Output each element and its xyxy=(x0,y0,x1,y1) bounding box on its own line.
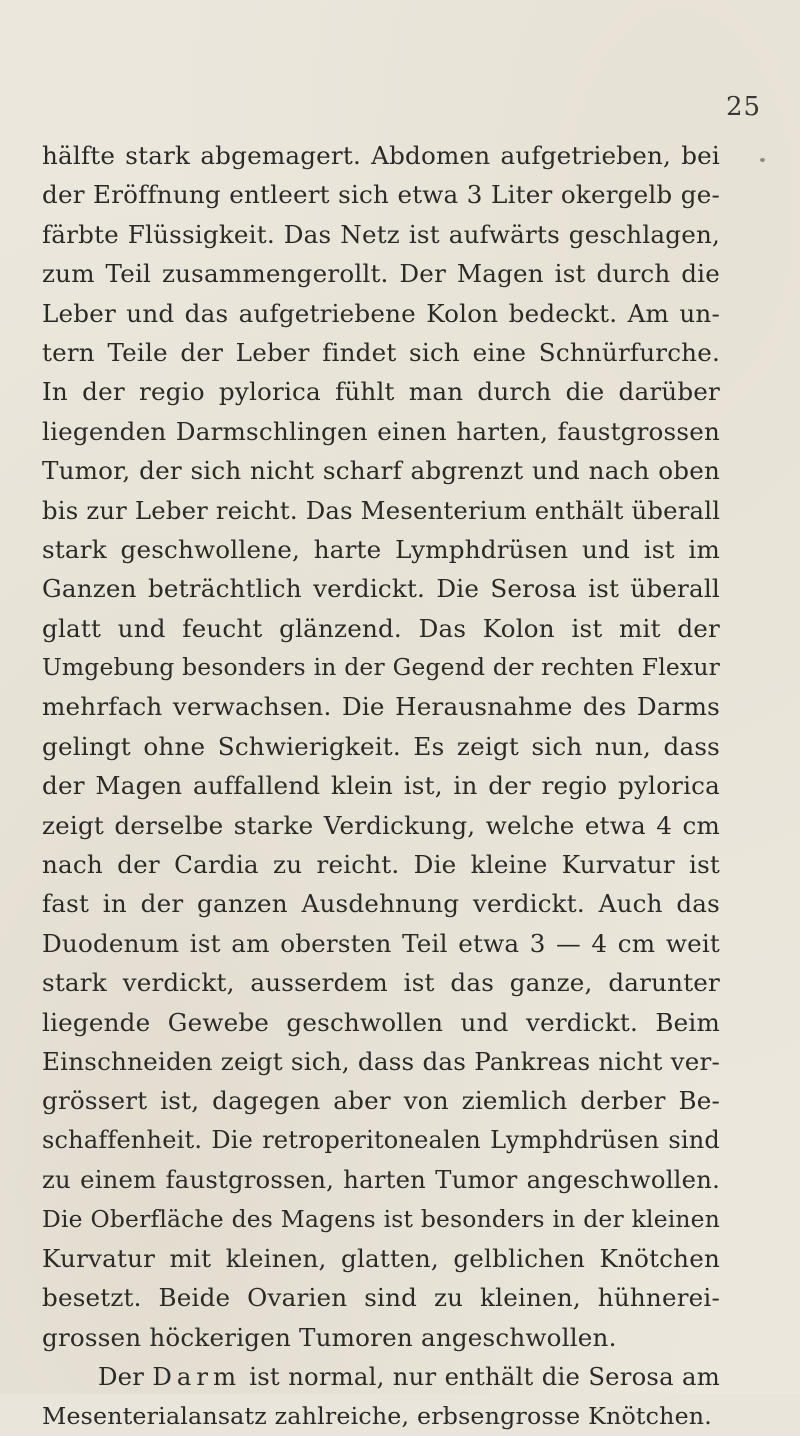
text-line: nach der Cardia zu reicht. Die kleine Kurvatur ist xyxy=(42,850,720,880)
text-line: bis zur Leber reicht. Das Mesenterium enthält überall xyxy=(42,495,721,525)
text-line: zum Teil zusammengerollt. Der Magen ist durch die xyxy=(42,259,720,289)
text-line: mehrfach verwachsen. Die Herausnahme des Darms xyxy=(42,692,720,722)
text-line: Einschneiden zeigt sich, dass das Pankreas nicht ver- xyxy=(42,1046,720,1076)
text-line: Ganzen beträchtlich verdickt. Die Serosa ist überall xyxy=(42,574,720,604)
text-line: liegenden Darmschlingen einen harten, faustgrossen xyxy=(42,416,720,446)
text-line: gelingt ohne Schwierigkeit. Es zeigt sich nun, dass xyxy=(42,731,720,761)
text-line: Die Oberfläche des Magens ist besonders in der kleinen xyxy=(42,1204,720,1233)
paragraph-2-first-line xyxy=(42,1357,720,1396)
text-line: Leber und das aufgetriebene Kolon bedeckt. Am un- xyxy=(42,298,720,328)
text-line: stark geschwollene, harte Lymphdrüsen und ist im xyxy=(42,534,720,564)
text-line: tern Teile der Leber findet sich eine Schnürfurche. xyxy=(42,337,720,367)
text-line: glatt und feucht glänzend. Das Kolon ist mit der xyxy=(42,613,720,643)
text-line: schaffenheit. Die retroperitonealen Lymphdrüsen sind xyxy=(42,1125,720,1154)
body-text xyxy=(42,136,720,1436)
text-line: färbte Flüssigkeit. Das Netz ist aufwärts geschlagen, xyxy=(42,219,720,249)
text-line: grossen höckerigen Tumoren angeschwollen. xyxy=(42,1322,617,1352)
text-line: der Magen auffallend klein ist, in der regio pylorica xyxy=(42,771,720,801)
text-line: fast in der ganzen Ausdehnung verdickt. Auch das xyxy=(42,889,720,919)
text-line: besetzt. Beide Ovarien sind zu kleinen, hühnerei- xyxy=(42,1283,720,1313)
text-line: liegende Gewebe geschwollen und verdickt. Beim xyxy=(42,1007,720,1037)
text-line: Umgebung besonders in der Gegend der rechten Flexur xyxy=(42,653,720,682)
text-line: Duodenum ist am obersten Teil etwa 3 — 4 cm weit xyxy=(42,928,720,958)
text-line: der Eröffnung entleert sich etwa 3 Liter okergelb ge- xyxy=(42,180,720,210)
text-line: Tumor, der sich nicht scharf abgrenzt und nach oben xyxy=(42,456,720,486)
text-line: grössert ist, dagegen aber von ziemlich derber Be- xyxy=(42,1086,720,1116)
text-line: zeigt derselbe starke Verdickung, welche etwa 4 cm xyxy=(42,810,720,840)
page-number: 25 xyxy=(726,92,762,122)
text-line: zu einem faustgrossen, harten Tumor angeschwollen. xyxy=(42,1165,720,1195)
text-line: In der regio pylorica fühlt man durch die darüber xyxy=(42,377,720,407)
text-line: hälfte stark abgemagert. Abdomen aufgetrieben, bei xyxy=(42,141,720,170)
spaced-emphasis-word: Darm xyxy=(152,1362,241,1392)
paragraph-2-rest: ist normal, nur enthält die Serosa am xyxy=(249,1362,720,1392)
text-line: Mesenterialansatz zahlreiche, erbsengrosse Knötchen. xyxy=(42,1401,712,1430)
paper-speck xyxy=(760,158,765,162)
paragraph-2-lead: Der xyxy=(98,1362,145,1392)
text-line: stark verdickt, ausserdem ist das ganze, darunter xyxy=(42,968,720,998)
text-line: Kurvatur mit kleinen, glatten, gelblichen Knötchen xyxy=(42,1243,720,1273)
